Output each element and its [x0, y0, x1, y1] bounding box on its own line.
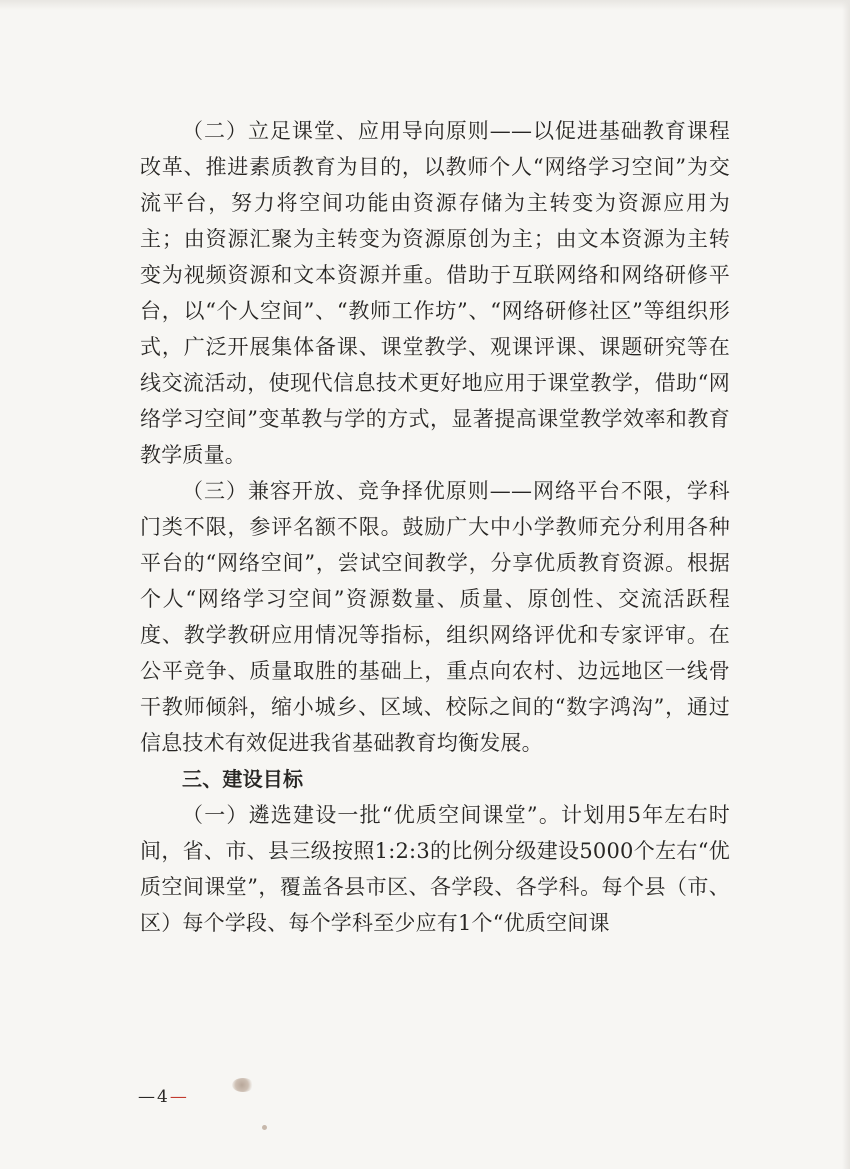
footer-dash-right: — [169, 1087, 187, 1107]
section-heading-goals: 三、建设目标 [182, 767, 304, 791]
document-body [140, 113, 730, 941]
footer-dash-left: — [138, 1087, 155, 1107]
paragraph-principle-three: （三）兼容开放、竞争择优原则——网络平台不限，学科门类不限，参评名额不限。鼓励广大中小学教师充分利用各种平台的“网络空间”，尝试空间教学，分享优质教育资源。根据个人“网络学习空间”资源数量、质量、原创性、交流活跃程度、教学教研应用情况等指标，组织网络评优和专家评审。在公平竞争、质量取胜的基础上，重点向农村、边远地区一线骨干教师倾斜，缩小城乡、区域、校际之间的“数字鸿沟”，通过信息技术有效促进我省基础教育均衡发展。 [140, 479, 730, 755]
paragraph-goal-one: （一）遴选建设一批“优质空间课堂”。计划用5年左右时间，省、市、县三级按照1:2:3的比例分级建设5000个左右“优质空间课堂”，覆盖各县市区、各学段、各学科。每个县（市、区）每个学段、每个学科至少应有1个“优质空间课 [140, 803, 730, 935]
page-number: 4 [157, 1087, 168, 1107]
page-footer [138, 1087, 187, 1107]
scan-right-edge [842, 0, 850, 1169]
paper-stain [232, 1078, 254, 1092]
scan-top-edge [0, 0, 850, 10]
paragraph-principle-two: （二）立足课堂、应用导向原则——以促进基础教育课程改革、推进素质教育为目的，以教师个人“网络学习空间”为交流平台，努力将空间功能由资源存储为主转变为资源应用为主；由资源汇聚为主转变为资源原创为主；由文本资源为主转变为视频资源和文本资源并重。借助于互联网络和网络研修平台，以“个人空间”、“教师工作坊”、“网络研修社区”等组织形式，广泛开展集体备课、课堂教学、观课评课、课题研究等在线交流活动，使现代信息技术更好地应用于课堂教学，借助“网络学习空间”变革教与学的方式，显著提高课堂教学效率和教育教学质量。 [140, 119, 730, 467]
paper-stain-dot [262, 1125, 267, 1130]
